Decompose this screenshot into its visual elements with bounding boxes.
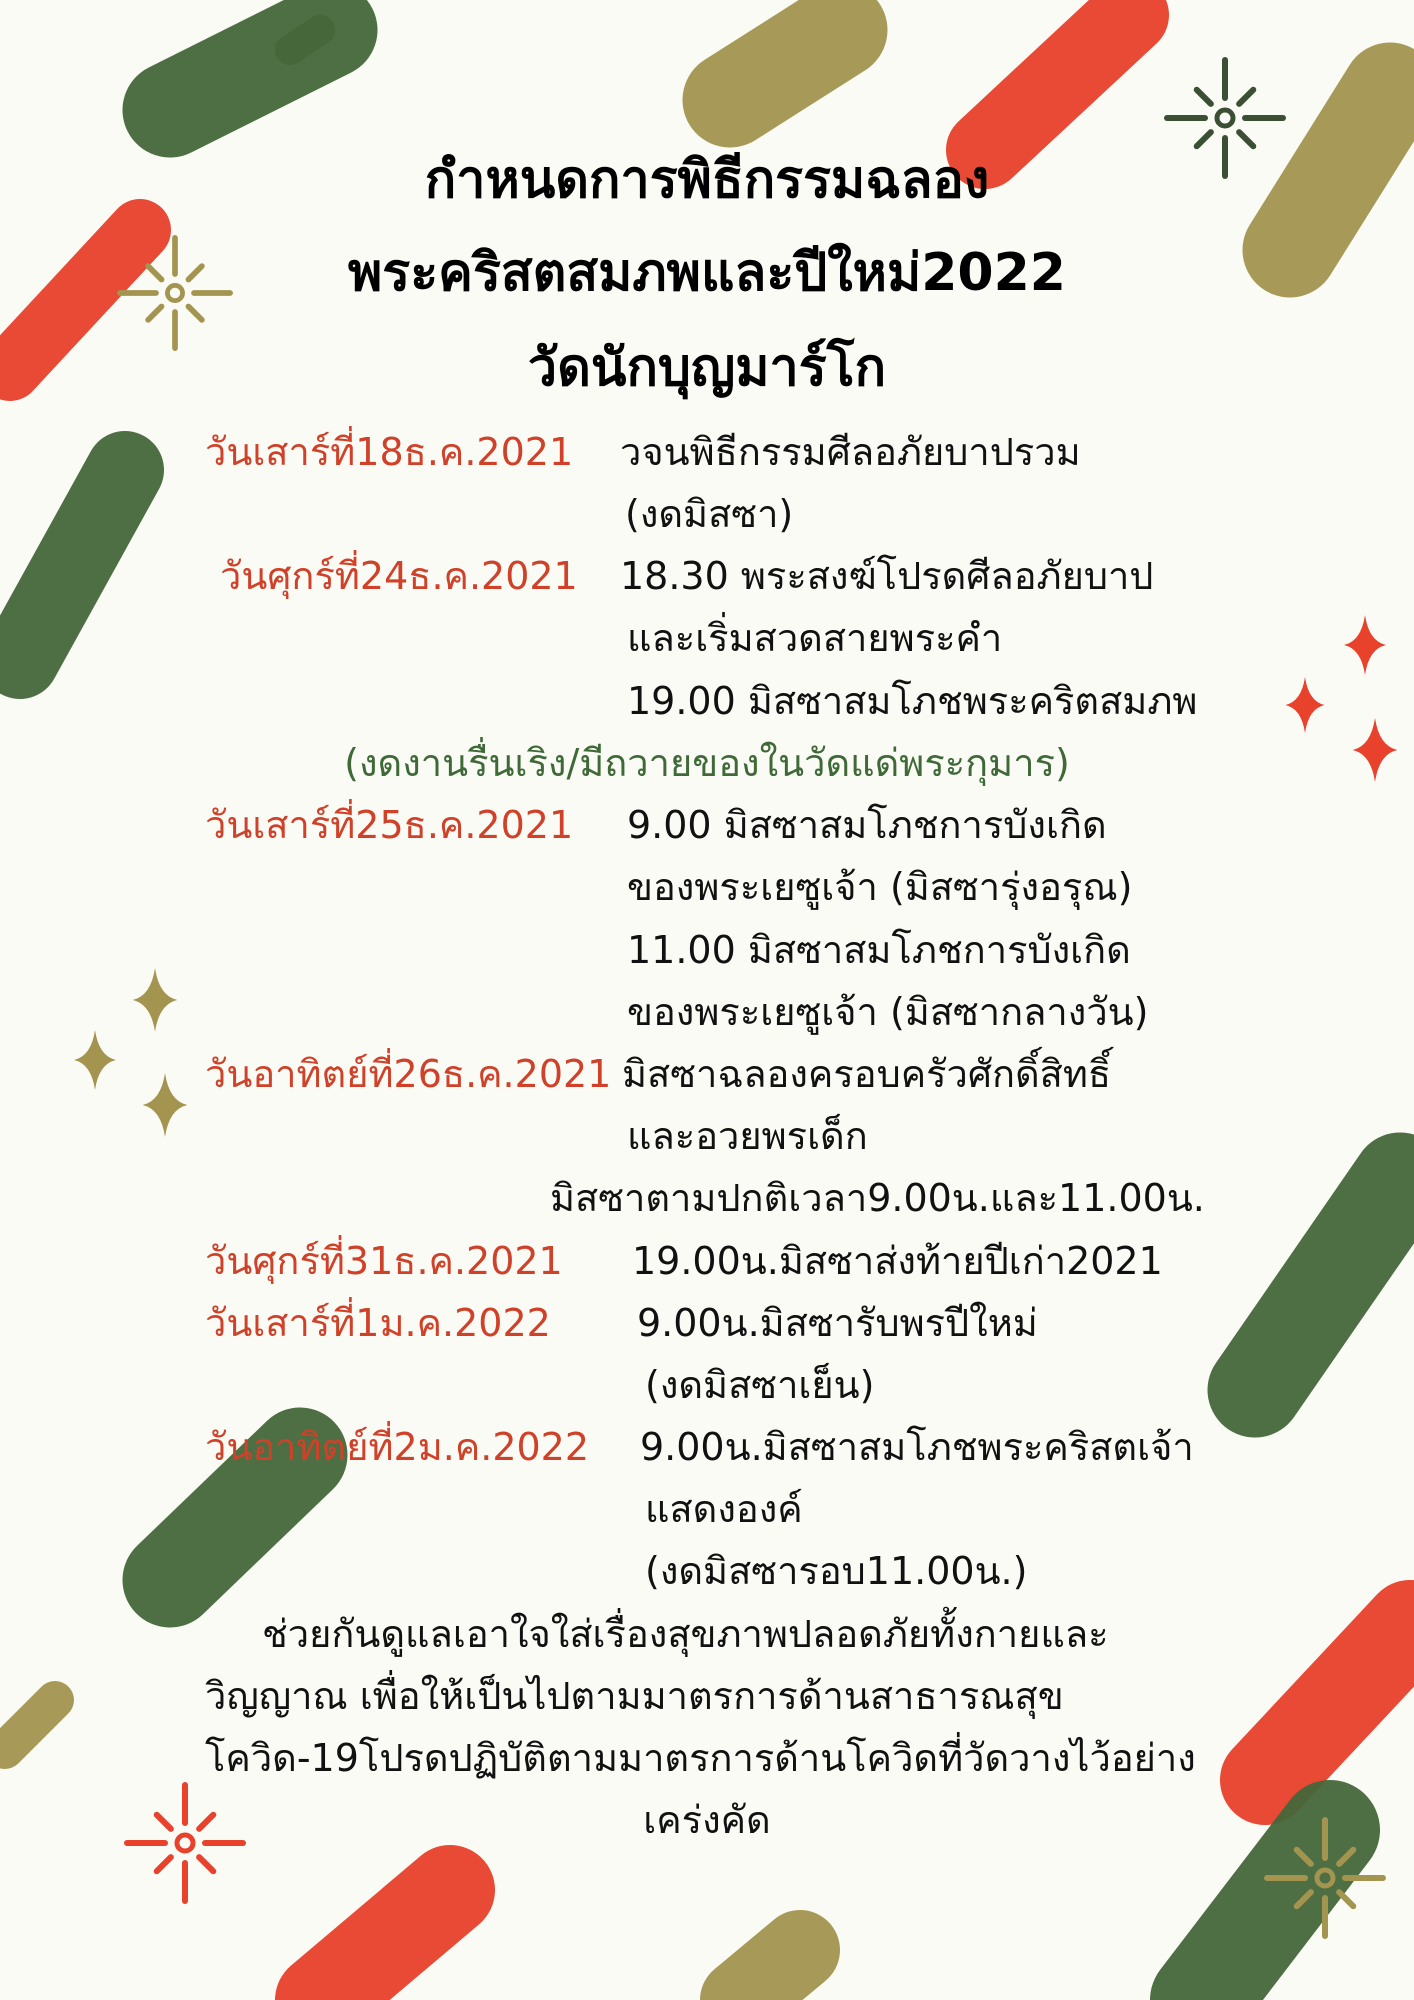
schedule-event-line: (งดมิสซา) <box>625 492 794 536</box>
schedule-event-line: 9.00 มิสซาสมโภชการบังเกิด <box>627 803 1107 847</box>
schedule-event-line: 19.00 มิสซาสมโภชพระคริตสมภพ <box>627 679 1198 723</box>
schedule-event-line: 9.00น.มิสซารับพรปีใหม่ <box>637 1301 1038 1345</box>
schedule-date: วันอาทิตย์ที่2ม.ค.2022 <box>205 1425 590 1469</box>
schedule-event-line: วจนพิธีกรรมศีลอภัยบาปรวม <box>620 430 1081 474</box>
schedule-event-line: และอวยพรเด็ก <box>627 1114 868 1158</box>
schedule-note: มิสซาตามปกติเวลา9.00น.และ11.00น. <box>550 1176 1205 1220</box>
schedule-event-line: 9.00น.มิสซาสมโภชพระคริสตเจ้า <box>640 1425 1194 1469</box>
schedule-date: วันศุกร์ที่24ธ.ค.2021 <box>220 554 578 598</box>
schedule-date: วันเสาร์ที่25ธ.ค.2021 <box>205 803 574 847</box>
footer-line: ช่วยกันดูแลเอาใจใส่เรื่องสุขภาพปลอดภัยทั้งกายและ <box>262 1612 1109 1656</box>
title-line-1: กำหนดการพิธีกรรมฉลอง <box>424 150 990 210</box>
title-line-3: วัดนักบุญมาร์โก <box>527 338 887 398</box>
schedule-note: (งดงานรื่นเริง/มีถวายของในวัดแด่พระกุมาร) <box>344 741 1070 785</box>
schedule-date: วันอาทิตย์ที่26ธ.ค.2021 <box>205 1052 612 1096</box>
schedule-event-line: ของพระเยซูเจ้า (มิสซารุ่งอรุณ) <box>627 865 1133 909</box>
footer-line: เคร่งคัด <box>643 1798 771 1842</box>
schedule-event-line: (งดมิสซารอบ11.00น.) <box>645 1549 1028 1593</box>
schedule-event-line: ของพระเยซูเจ้า (มิสซากลางวัน) <box>627 990 1149 1034</box>
footer-line: วิญญาณ เพื่อให้เป็นไปตามมาตรการด้านสาธารณสุข <box>205 1674 1064 1718</box>
schedule-date: วันเสาร์ที่1ม.ค.2022 <box>205 1301 551 1345</box>
schedule-event-line: 11.00 มิสซาสมโภชการบังเกิด <box>627 928 1131 972</box>
footer-line: โควิด-19โปรดปฏิบัติตามมาตรการด้านโควิดที่วัดวางไว้อย่าง <box>205 1736 1196 1780</box>
schedule-date: วันเสาร์ที่18ธ.ค.2021 <box>205 430 574 474</box>
schedule-event-line: มิสซาฉลองครอบครัวศักดิ์สิทธิ์ <box>622 1052 1112 1096</box>
schedule-date: วันศุกร์ที่31ธ.ค.2021 <box>205 1239 563 1283</box>
title-line-2: พระคริสตสมภพและปีใหม่2022 <box>348 243 1066 303</box>
schedule-event-line: และเริ่มสวดสายพระคำ <box>627 616 1003 660</box>
schedule-event-line: 18.30 พระสงฆ์โปรดศีลอภัยบาป <box>620 554 1154 598</box>
schedule-event-line: (งดมิสซาเย็น) <box>645 1363 875 1407</box>
schedule-event-line: แสดงองค์ <box>645 1487 803 1531</box>
schedule-event-line: 19.00น.มิสซาส่งท้ายปีเก่า2021 <box>632 1239 1163 1283</box>
